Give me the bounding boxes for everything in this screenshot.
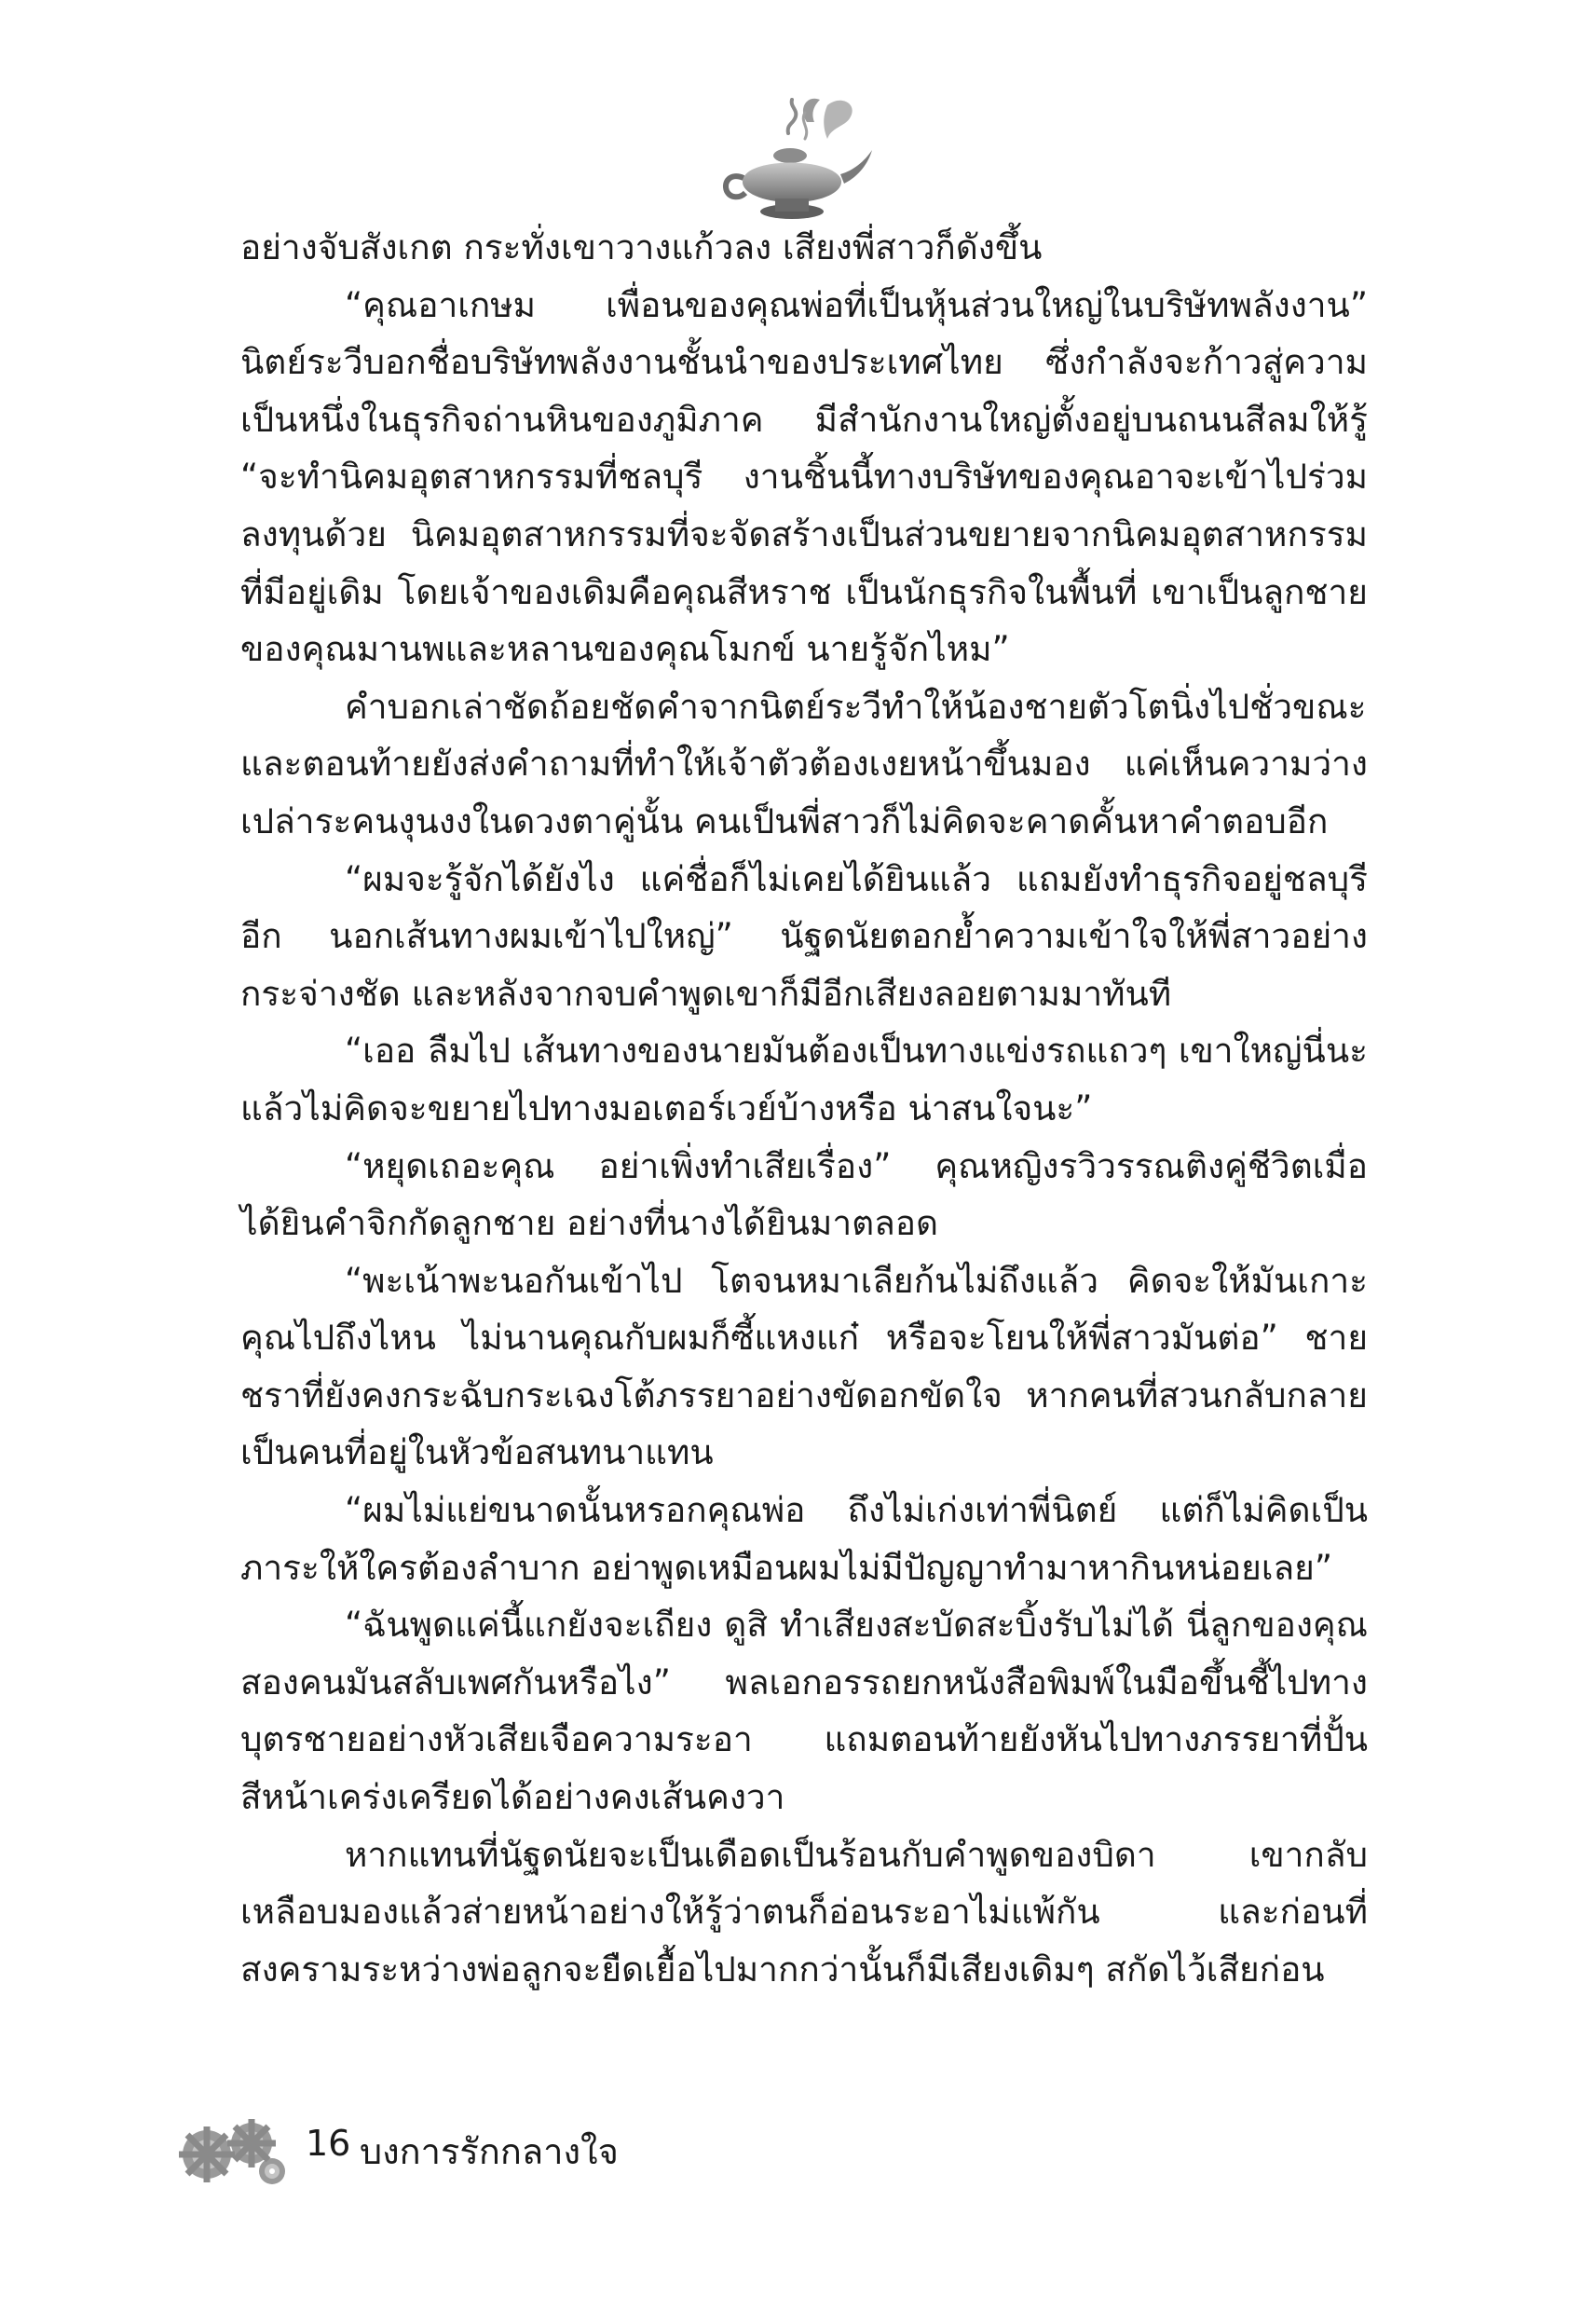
paragraph-1: อย่างจับสังเกต กระทั่งเขาวางแก้วลง เสียงพี่สาวก็ดังขึ้น	[240, 227, 1043, 267]
paragraph-5: “เออ ลืมไป เส้นทางของนายมันต้องเป็นทางแข่งรถแถวๆ เขาใหญ่นี่นะ แล้วไม่คิดจะขยายไปทางมอเตอร์เวย์บ้างหรือ น่าสนใจนะ”	[240, 1031, 1368, 1128]
gears-icon	[175, 2108, 287, 2192]
genie-lamp-icon	[717, 89, 876, 228]
page-number: 16	[306, 2123, 351, 2164]
book-title: บงการรักกลางใจ	[360, 2131, 619, 2172]
paragraph-9: “ฉันพูดแค่นี้แกยังจะเถียง ดูสิ ทำเสียงสะบัดสะบิ้งรับไม่ได้ นี่ลูกของคุณสองคนมันสลับเพศกันหรือไง” พลเอกอรรถยกหนังสือพิมพ์ในมือขึ้นชี้ไปทางบุตรชายอย่างหัวเสียเจือความระอา แถมตอนท้ายยังหันไปทางภรรยาที่ปั้นสีหน้าเคร่งเครียดได้อย่างคงเส้นคงวา	[240, 1605, 1368, 1818]
paragraph-6: “หยุดเถอะคุณ อย่าเพิ่งทำเสียเรื่อง” คุณหญิงรวิวรรณติงคู่ชีวิตเมื่อได้ยินคำจิกกัดลูกชาย อย่างที่นางได้ยินมาตลอด	[240, 1145, 1368, 1244]
paragraph-8: “ผมไม่แย่ขนาดนั้นหรอกคุณพ่อ ถึงไม่เก่งเท่าพี่นิตย์ แต่ก็ไม่คิดเป็นภาระให้ใครต้องลำบาก อย่าพูดเหมือนผมไม่มีปัญญาทำมาหากินหน่อยเลย”	[240, 1490, 1368, 1588]
paragraph-10: หากแทนที่นัฐดนัยจะเป็นเดือดเป็นร้อนกับคำพูดของบิดา เขากลับเหลือบมองแล้วส่ายหน้าอย่างให้รู้ว่าตนก็อ่อนระอาไม่แพ้กัน และก่อนที่สงครามระหว่างพ่อลูกจะยืดเยื้อไปมากกว่านั้นก็มีเสียงเดิมๆ สกัดไว้เสียก่อน	[240, 1834, 1368, 1990]
paragraph-2: “คุณอาเกษม เพื่อนของคุณพ่อที่เป็นหุ้นส่วนใหญ่ในบริษัทพลังงาน” นิตย์ระวีบอกชื่อบริษัทพลังงานชั้นนำของประเทศไทย ซึ่งกำลังจะก้าวสู่ความเป็นหนึ่งในธุรกิจถ่านหินของภูมิภาค มีสำนักงานใหญ่ตั้งอยู่บนถนนสีลมให้รู้ “จะทำนิคมอุตสาหกรรมที่ชลบุรี งานชิ้นนี้ทางบริษัทของคุณอาจะเข้าไปร่วมลงทุนด้วย นิคมอุตสาหกรรมที่จะจัดสร้างเป็นส่วนขยายจากนิคมอุตสาหกรรมที่มีอยู่เดิม โดยเจ้าของเดิมคือคุณสีหราช เป็นนักธุรกิจในพื้นที่ เขาเป็นลูกชายของคุณมานพและหลานของคุณโมกข์ นายรู้จักไหม”	[240, 284, 1368, 670]
page-footer	[175, 2108, 734, 2192]
paragraph-3: คำบอกเล่าชัดถ้อยชัดคำจากนิตย์ระวีทำให้น้องชายตัวโตนิ่งไปชั่วขณะ และตอนท้ายยังส่งคำถามที่ทำให้เจ้าตัวต้องเงยหน้าขึ้นมอง แค่เห็นความว่างเปล่าระคนงุนงงในดวงตาคู่นั้น คนเป็นพี่สาวก็ไม่คิดจะคาดคั้นหาคำตอบอีก	[240, 686, 1368, 841]
paragraph-7: “พะเน้าพะนอกันเข้าไป โตจนหมาเลียก้นไม่ถึงแล้ว คิดจะให้มันเกาะคุณไปถึงไหน ไม่นานคุณกับผมก็ซี้แหงแก๋ หรือจะโยนให้พี่สาวมันต่อ” ชายชราที่ยังคงกระฉับกระเฉงโต้ภรรยาอย่างขัดอกขัดใจ หากคนที่สวนกลับกลายเป็นคนที่อยู่ในหัวข้อสนทนาแทน	[240, 1260, 1368, 1473]
paragraph-4: “ผมจะรู้จักได้ยังไง แค่ชื่อก็ไม่เคยได้ยินแล้ว แถมยังทำธุรกิจอยู่ชลบุรีอีก นอกเส้นทางผมเข้าไปใหญ่” นัฐดนัยตอกย้ำความเข้าใจให้พี่สาวอย่างกระจ่างชัด และหลังจากจบคำพูดเขาก็มีอีกเสียงลอยตามมาทันที	[240, 858, 1368, 1014]
body-text	[240, 219, 1368, 1998]
